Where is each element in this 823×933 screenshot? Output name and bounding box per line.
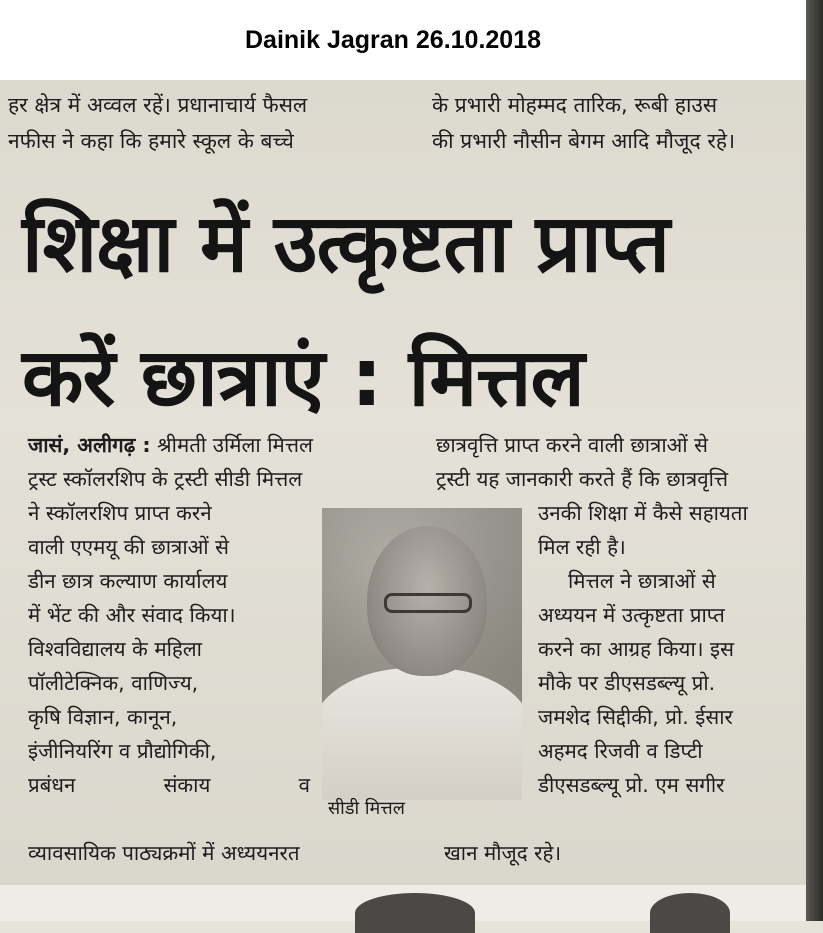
right-line-2: ट्रस्टी यह जानकारी करते हैं कि छात्रवृत्ति <box>436 467 729 491</box>
paper-edge <box>806 0 823 921</box>
headline-line-2: करें छात्राएं : मित्तल <box>22 331 584 424</box>
right-line-10: अहमद रिजवी व डिप्टी <box>538 739 703 763</box>
left-line-12: व्यावसायिक पाठ्यक्रमों में अध्ययनरत <box>28 841 300 865</box>
left-line-3: ने स्कॉलरशिप प्राप्त करने <box>28 501 212 525</box>
left-line-11: प्रबंधन संकाय व <box>28 773 310 797</box>
right-line-6: अध्ययन में उत्कृष्टता प्राप्त <box>538 603 725 627</box>
prev-article-left-line-1: हर क्षेत्र में अव्वल रहें। प्रधानाचार्य फैसल <box>8 93 308 117</box>
left-line-8: पॉलीटेक्निक, वाणिज्य, <box>28 671 199 695</box>
left-line-1: श्रीमती उर्मिला मित्तल <box>157 433 313 457</box>
left-line-2: ट्रस्ट स्कॉलरशिप के ट्रस्टी सीडी मित्तल <box>28 467 303 491</box>
left-line-10: इंजीनियरिंग व प्रौद्योगिकी, <box>28 739 217 763</box>
right-column-last <box>444 836 561 870</box>
right-line-9: जमशेद सिद्दीकी, प्रो. ईसार <box>538 705 733 729</box>
headline-line-1: शिक्षा में उत्कृष्टता प्राप्त <box>22 197 669 290</box>
next-headline-fragment <box>650 893 730 933</box>
right-line-11: डीएसडब्ल्यू प्रो. एम सगीर <box>538 773 725 797</box>
left-column <box>28 428 406 496</box>
portrait-photo <box>322 508 522 800</box>
right-line-8: मौके पर डीएसडब्ल्यू प्रो. <box>538 671 716 695</box>
dateline: जासं, अलीगढ़ : <box>28 433 151 457</box>
left-line-7: विश्वविद्यालय के महिला <box>28 637 202 661</box>
left-line-9: कृषि विज्ञान, कानून, <box>28 705 178 729</box>
source-title: Dainik Jagran 26.10.2018 <box>244 25 542 54</box>
source-banner <box>0 0 806 80</box>
left-line-6: में भेंट की और संवाद किया। <box>28 603 236 627</box>
right-column-wrap <box>538 496 792 802</box>
right-line-7: करने का आग्रह किया। इस <box>538 637 734 661</box>
right-line-5: मित्तल ने छात्राओं से <box>568 569 716 593</box>
right-line-1: छात्रवृत्ति प्राप्त करने वाली छात्राओं से <box>436 433 708 457</box>
photo-caption: सीडी मित्तल <box>328 798 405 819</box>
left-line-5: डीन छात्र कल्याण कार्यालय <box>28 569 228 593</box>
prev-article-right-line-1: के प्रभारी मोहम्मद तारिक, रूबी हाउस <box>432 93 718 117</box>
right-column-top <box>436 428 792 496</box>
right-line-3: उनकी शिक्षा में कैसे सहायता <box>538 501 748 525</box>
right-line-4: मिल रही है। <box>538 535 626 559</box>
left-column-last <box>28 836 300 870</box>
next-headline-fragment <box>355 893 475 933</box>
left-column-wrap <box>28 496 310 802</box>
right-line-12: खान मौजूद रहे। <box>444 841 562 865</box>
left-line-4: वाली एएमयू की छात्राओं से <box>28 535 229 559</box>
prev-article-right-line-2: की प्रभारी नौसीन बेगम आदि मौजूद रहे। <box>432 129 736 153</box>
prev-article-left-line-2: नफीस ने कहा कि हमारे स्कूल के बच्चे <box>8 129 294 153</box>
